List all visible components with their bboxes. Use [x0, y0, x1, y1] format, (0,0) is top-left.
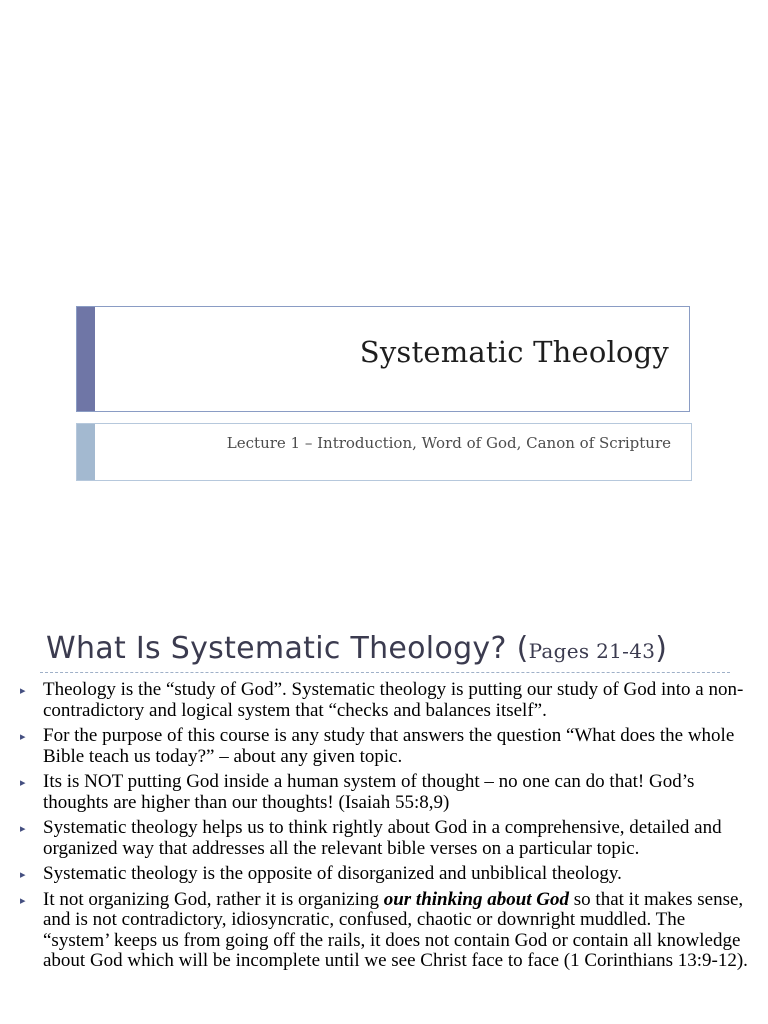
- triangle-right-icon: ▸: [20, 730, 26, 743]
- triangle-right-icon: ▸: [20, 684, 26, 697]
- bullet-item: [18, 726, 748, 767]
- bullet-item: [18, 680, 748, 721]
- heading-paren-close: ): [655, 631, 668, 666]
- bullet-emphasis: our thinking about God: [383, 888, 570, 910]
- bullet-text-after: so that it makes sense, and is not contradictory, idiosyncratic, confused, chaotic or downright muddled. The “system’ keeps us from going off the rails, it does not contain God or contain all knowledge about God which will be incomplete until we see Christ face to face (1 Corinthians 13:9-12).: [43, 888, 748, 971]
- title-accent-bar: [77, 307, 95, 411]
- subtitle-accent-bar: [77, 424, 95, 480]
- bullet-item: [18, 864, 748, 885]
- triangle-right-icon: ▸: [20, 893, 26, 907]
- bullet-list: [18, 680, 748, 977]
- slide-heading: [46, 631, 667, 666]
- heading-text: What Is Systematic Theology?: [46, 631, 517, 666]
- bullet-text: For the purpose of this course is any study that answers the question “What does the whole Bible teach us today?” – about any given topic.: [43, 725, 735, 767]
- title-box: [76, 306, 690, 412]
- heading-paren-open: (: [516, 631, 529, 666]
- bullet-item: [18, 818, 748, 859]
- bullet-text: Systematic theology is the opposite of disorganized and unbiblical theology.: [43, 863, 622, 884]
- slide-subtitle: Lecture 1 – Introduction, Word of God, Canon of Scripture: [226, 434, 671, 452]
- bullet-item: [18, 772, 748, 813]
- triangle-right-icon: ▸: [20, 868, 26, 881]
- content-slide: [0, 600, 768, 1024]
- triangle-right-icon: ▸: [20, 776, 26, 789]
- bullet-item: [18, 890, 748, 972]
- triangle-right-icon: ▸: [20, 822, 26, 835]
- bullet-text: Theology is the “study of God”. Systematic theology is putting our study of God into a non-contradictory and logical system that “checks and balances itself”.: [43, 679, 744, 721]
- heading-divider: [40, 672, 730, 673]
- bullet-text: Its is NOT putting God inside a human system of thought – no one can do that! God’s thoughts are higher than our thoughts! (Isaiah 55:8,9): [43, 771, 695, 813]
- subtitle-box: [76, 423, 692, 481]
- slide-title: Systematic Theology: [359, 335, 669, 369]
- heading-pages: Pages 21-43: [528, 639, 656, 663]
- bullet-text-before: It not organizing God, rather it is organizing: [43, 888, 384, 910]
- bullet-text: Systematic theology helps us to think rightly about God in a comprehensive, detailed and organized way that addresses all the relevant bible verses on a particular topic.: [43, 817, 722, 859]
